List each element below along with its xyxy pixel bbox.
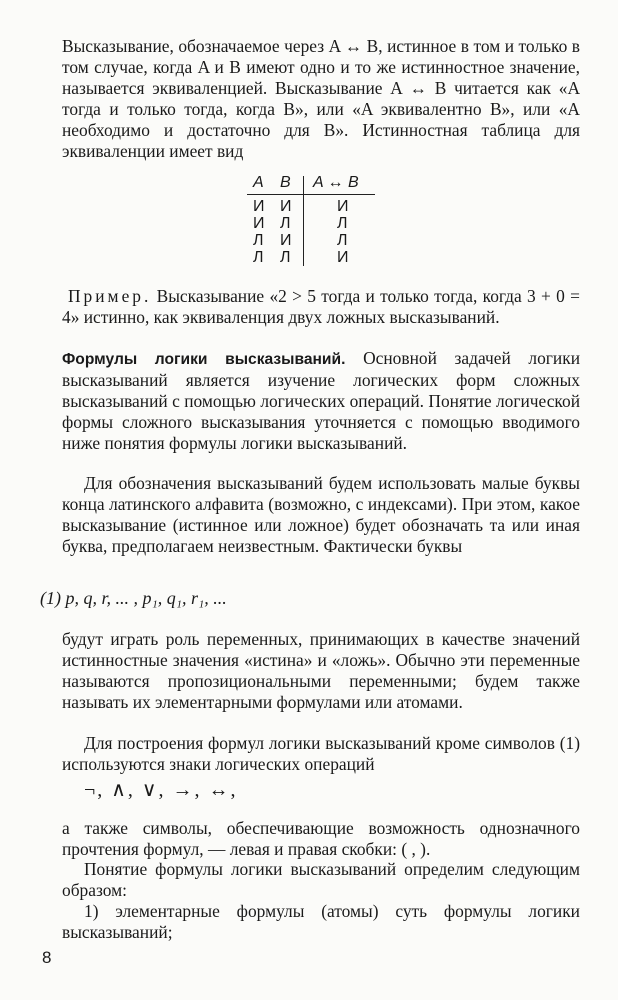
table-horizontal-divider [247,194,375,195]
truth-table-equivalence [247,174,377,268]
paragraph-definition-intro: Понятие формулы логики высказываний определим следующим образом: [62,859,580,900]
table-cell: И [337,249,349,266]
logical-operation-symbols: ¬, ∧, ∨, →, ↔, [84,779,238,801]
section-text: Основной задачей логики высказываний является изучение логических форм сложных высказываний с помощью логических операций. Понятие логической формы сложного высказывания уточняется с помощью вводимого ниже понятия формулы логики высказываний. [62,348,580,453]
formula-variables: (1) p, q, r, ... , p₁, q₁, r₁, ... [40,588,227,608]
paragraph-definition-item-1: 1) элементарные формулы (атомы) суть формулы логики высказываний; [62,901,580,942]
example-text: Высказывание «2 > 5 тогда и только тогда, когда 3 + 0 = 4» истинно, как эквиваленция двух ложных высказываний. [62,286,580,327]
table-cell: Л [337,215,348,232]
paragraph-example [62,286,580,328]
paragraph-variables: будут играть роль переменных, принимающих в качестве значений истинностные значения «истина» и «ложь». Обычно эти переменные называются пропозициональными переменными; будем также называть их элементарными формулами или атомами. [62,629,580,712]
table-cell: И [337,198,349,215]
section-title: Формулы логики высказываний. [62,351,346,368]
table-header-b: B [280,174,291,191]
paragraph-section [62,348,580,454]
example-label: Пример. [68,286,152,306]
paragraph-letters: Для обозначения высказываний будем использовать малые буквы конца латинского алфавита (возможно, с индексами). При этом, какое высказывание (истинное или ложное) будет обозначать та или иная буква, предполагаем неизвестным. Фактически буквы [62,473,580,556]
table-cell: Л [280,249,291,266]
table-cell: И [253,215,265,232]
table-cell: Л [280,215,291,232]
paragraph-operations: Для построения формул логики высказываний кроме символов (1) используются знаки логических операций [62,733,580,774]
page-number: 8 [42,948,52,967]
table-header-a: A [253,174,264,191]
table-vertical-divider [303,176,304,266]
paragraph-equivalence-definition: Высказывание, обозначаемое через A ↔ B, истинное в том и только в том случае, когда A и B имеют одно и то же истинностное значение, называется эквиваленцией. Высказывание A ↔ B читается как «A тогда и только тогда, когда B», или «A эквивалентно B», или «A необходимо и достаточно для B». Истинностная таблица для эквиваленции имеет вид [62,36,580,161]
table-cell: Л [253,232,264,249]
table-cell: Л [337,232,348,249]
table-cell: Л [253,249,264,266]
table-cell: И [253,198,265,215]
table-header-a-equiv-b: A ↔ B [313,174,359,191]
table-cell: И [280,232,292,249]
paragraph-brackets: а также символы, обеспечивающие возможность однозначного прочтения формул, — левая и правая скобки: ( , ). [62,818,580,859]
table-cell: И [280,198,292,215]
